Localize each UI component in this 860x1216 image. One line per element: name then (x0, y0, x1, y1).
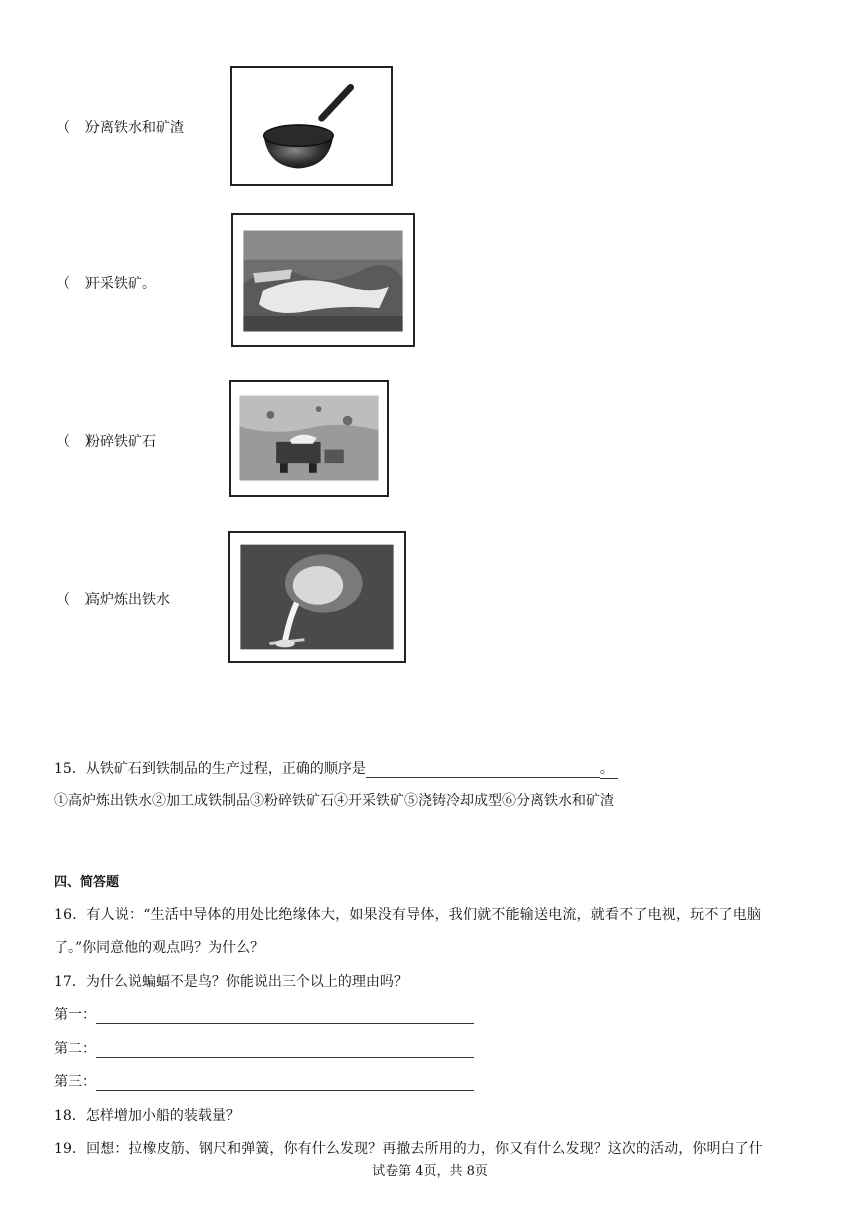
mining-photo-icon (231, 213, 415, 347)
q17-text: 17．为什么说蝙蝠不是鸟？你能说出三个以上的理由吗？ (54, 974, 408, 990)
q15-text: 15．从铁矿石到铁制品的生产过程，正确的顺序是 (54, 761, 366, 777)
item-3 (56, 431, 156, 451)
q17-second-line (54, 1038, 474, 1058)
wok-icon (230, 66, 393, 186)
question-15 (54, 758, 618, 779)
q17-second-blank[interactable] (96, 1041, 474, 1058)
section-heading: 四、简答题 (54, 875, 120, 890)
q17-third-line (54, 1071, 474, 1091)
q17-first-line (54, 1004, 474, 1024)
q17-third-blank[interactable] (96, 1074, 474, 1091)
q19-text: 19．回想：拉橡皮筋、钢尺和弹簧，你有什么发现？再撤去所用的力，你又有什么发现？这次的活动，你明白了什 (54, 1141, 763, 1157)
item-text: 粉碎铁矿石 (86, 434, 156, 450)
q17-first-label: 第一： (54, 1007, 96, 1023)
item-text: 分离铁水和矿渣 (86, 120, 184, 136)
q17-first-blank[interactable] (96, 1007, 474, 1024)
q15-end: 。 (600, 758, 618, 779)
crusher-photo-icon (229, 380, 389, 497)
q16-line1: 16．有人说：“生活中导体的用处比绝缘体大，如果没有导体，我们就不能输送电流，就看不了电视，玩不了电脑 (54, 907, 762, 923)
q18-text: 18．怎样增加小船的装载量？ (54, 1108, 240, 1124)
q17-second-label: 第二： (54, 1041, 96, 1057)
answer-paren[interactable]: （ ） (56, 434, 98, 450)
molten-iron-photo-icon (228, 531, 406, 663)
item-text: 高炉炼出铁水 (86, 592, 170, 608)
answer-paren[interactable]: （ ） (56, 120, 98, 136)
item-4 (56, 589, 170, 609)
answer-paren[interactable]: （ ） (56, 276, 98, 292)
item-1 (56, 117, 184, 137)
item-text: 开采铁矿。 (86, 276, 156, 292)
q15-answer-blank[interactable] (366, 761, 600, 778)
item-2 (56, 273, 156, 293)
q16-line2: 了。”你同意他的观点吗？为什么？ (54, 940, 265, 956)
answer-paren[interactable]: （ ） (56, 592, 98, 608)
q17-third-label: 第三： (54, 1074, 96, 1090)
page-footer: 试卷第 4页，共 8页 (372, 1164, 488, 1179)
q15-options: ①高炉炼出铁水②加工成铁制品③粉碎铁矿石④开采铁矿⑤浇铸冷却成型⑥分离铁水和矿渣 (54, 793, 614, 809)
